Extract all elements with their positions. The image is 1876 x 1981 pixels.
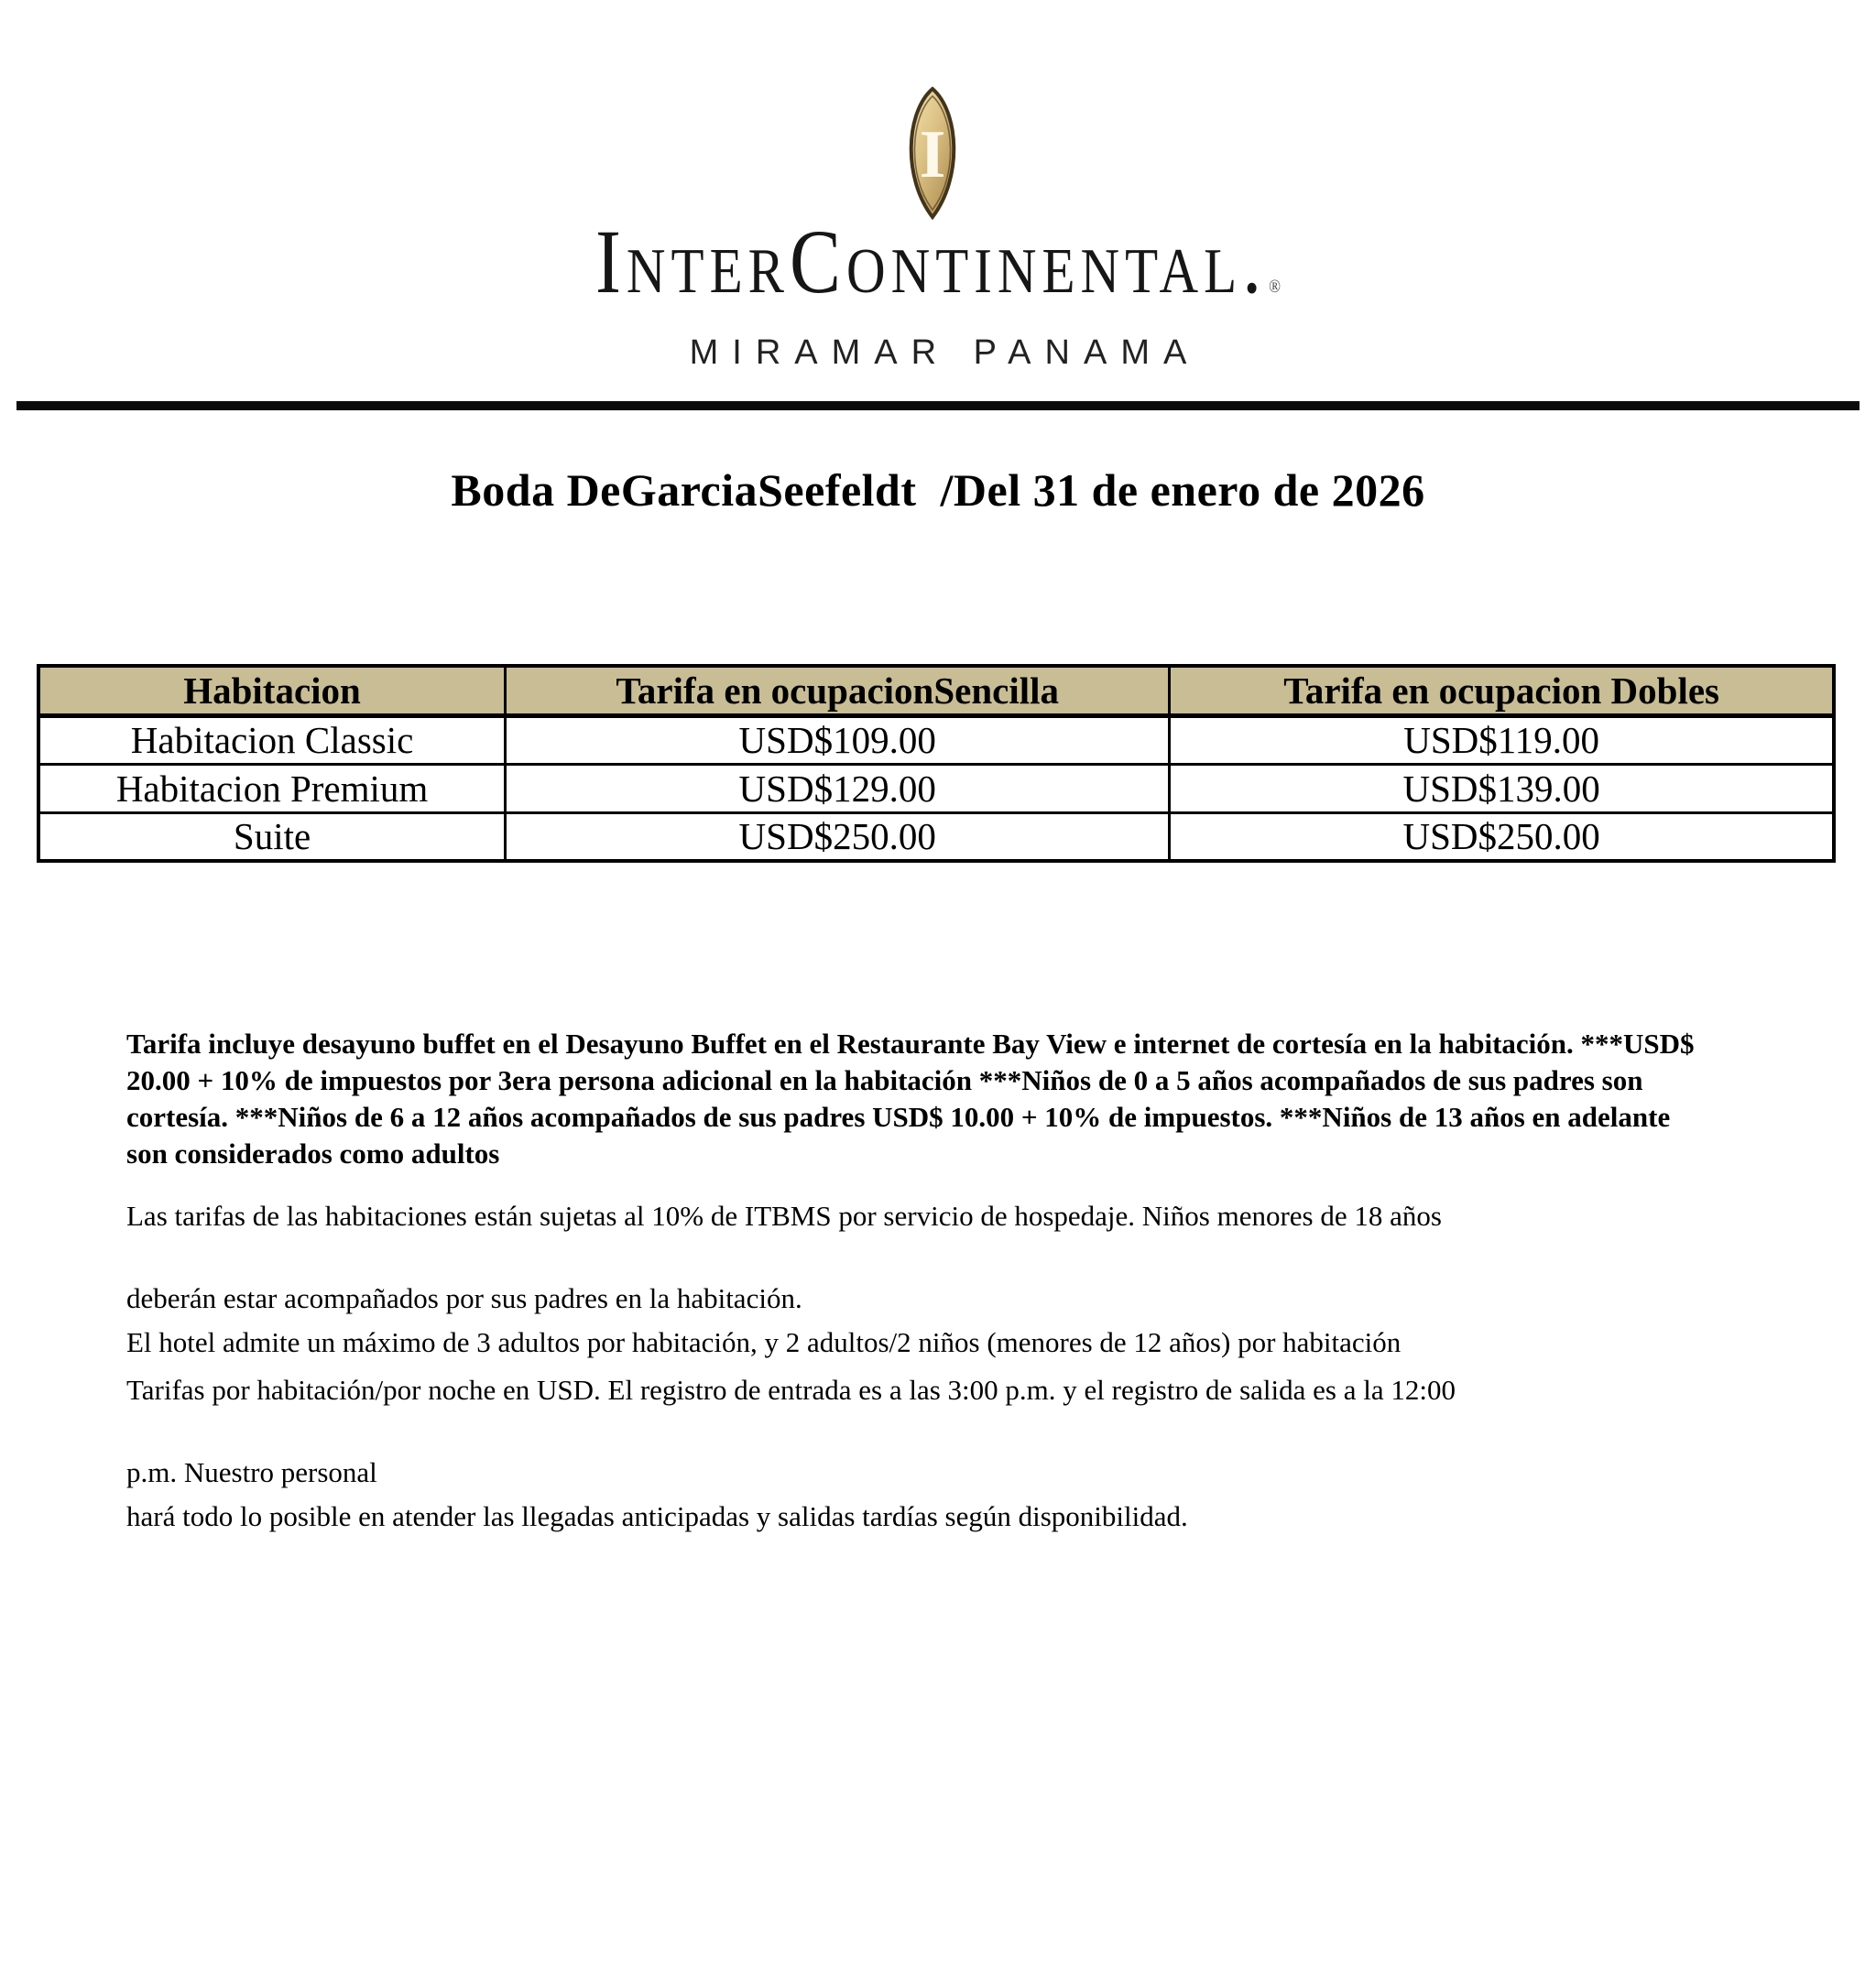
cell-rate-single: USD$129.00 [506, 764, 1170, 812]
rates-table [37, 664, 1836, 863]
cell-rate-single: USD$109.00 [506, 715, 1170, 764]
document-title: Boda DeGarciaSeefeldt /Del 31 de enero de 2026 [451, 464, 1425, 516]
column-header-habitacion: Habitacion [38, 666, 506, 715]
column-header-tarifa-sencilla: Tarifa en ocupacionSencilla [506, 666, 1170, 715]
note-line: hará todo lo posible en atender las llegadas anticipadas y salidas tardías según disponibilidad. [126, 1500, 1188, 1532]
brand-emblem-icon [888, 85, 977, 221]
cell-rate-single: USD$250.00 [506, 812, 1170, 861]
cell-rate-double: USD$139.00 [1170, 764, 1834, 812]
cell-room-type: Habitacion Classic [38, 715, 506, 764]
note-line: deberán estar acompañados por sus padres en la habitación. [126, 1282, 802, 1314]
cell-room-type: Habitacion Premium [38, 764, 506, 812]
note-line: El hotel admite un máximo de 3 adultos por habitación, y 2 adultos/2 niños (menores de 12 años) por habitación [126, 1326, 1402, 1358]
registered-trademark-icon: ® [1269, 276, 1282, 297]
notes-bold-paragraph: Tarifa incluye desayuno buffet en el Desayuno Buffet en el Restaurante Bay View e internet de cortesía en la habitación. ***USD$ 20.00 + 10% de impuestos por 3era persona adicional en la habitación ***Niños de 0 a 5 años acompañados de sus padres son cortesía. ***Niños de 6 a 12 años acompañados de sus padres USD$ 10.00 + 10% de impuestos. ***Niños de 13 años en adelante son considerados como adultos [126, 1028, 1695, 1170]
notes-section [126, 1026, 1735, 1539]
column-header-tarifa-dobles: Tarifa en ocupacion Dobles [1170, 666, 1834, 715]
note-line: Tarifas por habitación/por noche en USD. El registro de entrada es a las 3:00 p.m. y el registro de salida es a la 12:00 [126, 1374, 1456, 1406]
brand-location: MIRAMAR PANAMA [689, 333, 1201, 372]
table-row [38, 715, 1834, 764]
table-row [38, 812, 1834, 861]
table-header-row [38, 666, 1834, 715]
brand-wordmark [0, 212, 1876, 313]
table-row [38, 764, 1834, 812]
header-rule [16, 401, 1860, 410]
cell-rate-double: USD$119.00 [1170, 715, 1834, 764]
note-line: Las tarifas de las habitaciones están sujetas al 10% de ITBMS por servicio de hospedaje. Niños menores de 18 años [126, 1200, 1442, 1232]
brand-name: InterContinental. [594, 212, 1268, 313]
note-line: p.m. Nuestro personal [126, 1456, 377, 1488]
emblem-letter: I [919, 117, 946, 192]
cell-rate-double: USD$250.00 [1170, 812, 1834, 861]
cell-room-type: Suite [38, 812, 506, 861]
